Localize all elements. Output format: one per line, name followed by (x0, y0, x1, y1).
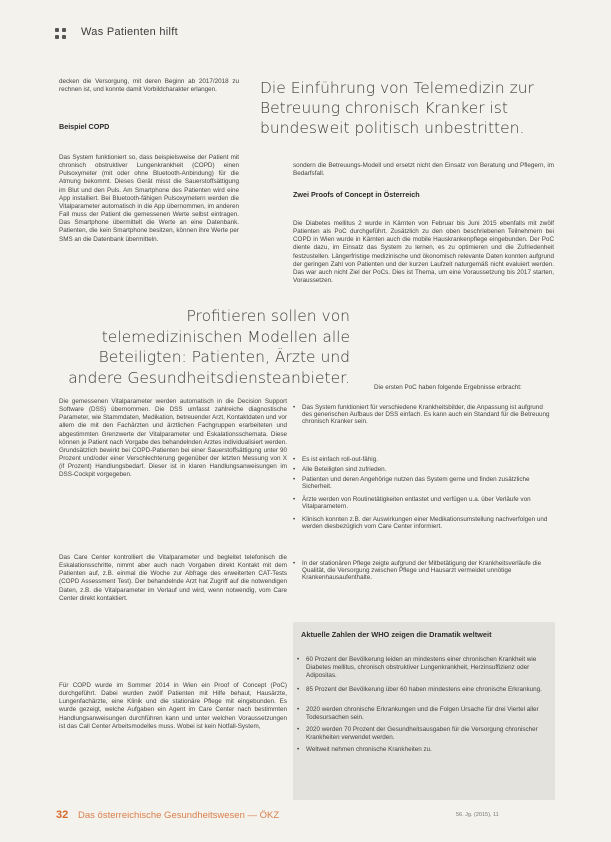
heading-beispiel-copd: Beispiel COPD (59, 122, 110, 131)
issue-info: 56. Jg. (2015), 11 (456, 812, 499, 818)
left-intro-text: decken die Versorgung, mit deren Beginn ab 2017/2018 zu rechnen ist, und konnte damit Vorbildcharakter erlangen. (59, 78, 239, 94)
copd-poc-paragraph: Für COPD wurde im Sommer 2014 in Wien ein Proof of Concept (PoC) durchgeführt. Dabei wurden zwölf Patienten mit Hilfe behaut, Hausärzte, Lungenfachärzte, eine Klinik und die stationäre Pflege mit eingebunden. Es wurde gezeigt, welche Aufgaben ein Agent im Care Center nach bestimmten Handlungsanweisungen durchführen kann und unter welchen Voraussetzungen ist das Call Center Arbeitsmodelles muss. Wobei ist kein Notfall-System, (59, 682, 287, 730)
right-intro-text: sondern die Betreuungs-Modell und ersetzt nicht den Einsatz von Beratung und Pflegern, im Bedarfsfall. (293, 162, 554, 178)
list-item: • 2020 werden 70 Prozent der Gesundheitsausgaben für die Versorgung chronischer Krankheiten verwendet werden. (297, 726, 538, 742)
publication-name: Das österreichische Gesundheitswesen — ÖKZ (78, 810, 280, 821)
list-item: • Patienten und deren Angehörige nutzen das System gerne und finden zusätzliche Sicherheit. (293, 476, 530, 491)
pull-quote-telemedizin: Die Einführung von Telemedizin zur Betreuung chronisch Kranker ist bundesweit politisch unbestritten. (260, 79, 534, 137)
results-intro: Die ersten PoC haben folgende Ergebnisse erbracht: (374, 384, 522, 391)
list-item: • Weltweit nehmen chronische Krankheiten zu. (297, 746, 432, 753)
copd-body-text: Das System funktioniert so, dass beispielsweise der Patient mit chronisch obstruktiver Lungenkrankheit (COPD) einen Pulsoxymeter (mit oder ohne Bluetooth-Anbindung) für die Atmung bekommt. Dieses Gerät misst die Sauerstoffsättigung im Blut und den Puls. Am Smartphone des Patienten wird eine App installiert. Bei Bluetooth-fähigen Pulsoxymetern werden die Vitalparameter automatisch in die App übernommen, im anderen Fall muss der Patient die gemessenen Werte selbst eintragen. Das Smartphone übermittelt die Werte an eine Datenbank. Patienten, die kein Smartphone besitzen, können ihre Werte per SMS an die Datenbank übermitteln. (59, 154, 239, 243)
who-box-title: Aktuelle Zahlen der WHO zeigen die Dramatik weltweit (301, 630, 492, 639)
list-item: • Alle Beteiligten sind zufrieden. (293, 466, 387, 473)
list-item: • 85 Prozent der Bevölkerung über 60 haben mindestens eine chronische Erkrankung. (297, 686, 542, 693)
page-number: 32 (56, 809, 69, 821)
heading-proofs-of-concept: Zwei Proofs of Concept in Österreich (293, 190, 420, 199)
pull-quote-profitieren: Profitieren sollen von telemedizinischen Modellen alle Beteiligten: Patienten, Ärzte und andere Gesundheitsdiensteanbieter. (68, 307, 350, 387)
list-item: • Das System funktioniert für verschiedene Krankheitsbilder, die Anpassung ist aufgrund des generischen Aufbaus der DSS einfach. Es kann auch ein Standard für die Betreuung chronisch Kranker sein. (293, 404, 550, 426)
list-item: • 60 Prozent der Bevölkerung leiden an mindestens einer chronischen Krankheit wie Diabetes mellitus, chronisch obstruktiver Lungenkrankheit, Herzinsuffizienz oder Adipositas. (297, 656, 537, 680)
list-item: • In der stationären Pflege zeigte aufgrund der Mitbetätigung der Krankheitsverläufe die Qualität, die Versorgung zwischen Pflege und Hausarzt vermeidet unnötige Krankenhausaufenthalte. (293, 560, 542, 582)
right-poc-body-text: Die Diabetes mellitus 2 wurde in Kärnten von Februar bis Juni 2015 ebenfalls mit zwölf Patienten als PoC durchgeführt. Zusätzlich zu den oben beschriebenen Teilnehmern bei COPD in Wien wurde in Kärnten auch die mobile Hauskrankenpflege eingebunden. Der PoC diente dazu, im Einsatz das System zu lernen, es zu optimieren und die Zufriedenheit festzustellen. Längerfristige medizinische und ökonomisch relevante Daten konnten aufgrund der geringen Zahl von Patienten und der kurzen Laufzeit naturgemäß nicht evaluiert werden. Das war auch nicht Ziel der PoCs. Dies ist Thema, um eine Voraussetzung bis 2017 starten, Voraussetzen. (293, 220, 554, 285)
list-item: • Es ist einfach roll-out-fähig. (293, 456, 378, 463)
section-grid-icon (55, 28, 67, 40)
dss-paragraph: Die gemessenen Vitalparameter werden automatisch in die Decision Support Software (DSS) übernommen. Die DSS umfasst zahlreiche diagnostische Parameter, wie Stammdaten, Medikation, betreuender Arzt, Kontaktdaten und vor allem die mit den Fachärzten und ärztlichen Fachgruppen erarbeiteten und abgestimmten Grenzwerte der Vitalparameter und Eskalationsschemata. Diese können je Patient nach Vorgabe des behandelnden Arztes individualisiert werden. Grundsätzlich bewirkt bei COPD-Patienten bei einer Sauerstoffsättigung unter 90 Prozent und/oder einer Verschlechterung gegenüber der letzten Messung von X (if Prozent) Handlungsbedarf. Dieser ist in klaren Handlungsanweisungen im DSS-Cockpit vorgegeben. (59, 398, 287, 479)
list-item: • Klinisch konnten z.B. der Auswirkungen einer Medikationsumstellung nachverfolgen und werden diesbezüglich vom Care Center informiert. (293, 516, 548, 531)
care-center-paragraph: Das Care Center kontrolliert die Vitalparameter und begleitet telefonisch die Eskalationsschritte, nimmt aber auch nach Vorgaben direkt Kontakt mit dem Patienten auf, z.B. einmal die Woche zur Abfrage des erweiterten CAT-Tests (COPD Assessment Test). Der behandelnde Arzt hat Zugriff auf die notwendigen Daten, z.B. die Vitalparameter im Verlauf und wird, wenn notwendig, vom Care Center direkt kontaktiert. (59, 554, 287, 602)
list-item: • 2020 werden chronische Erkrankungen und die Folgen Ursache für drei Viertel aller Todesursachen sein. (297, 706, 539, 722)
list-item: • Ärzte werden von Routinetätigkeiten entlastet und verfügen u.a. über Verläufe von Vitalparametern. (293, 496, 531, 511)
section-title: Was Patienten hilft (81, 26, 179, 38)
